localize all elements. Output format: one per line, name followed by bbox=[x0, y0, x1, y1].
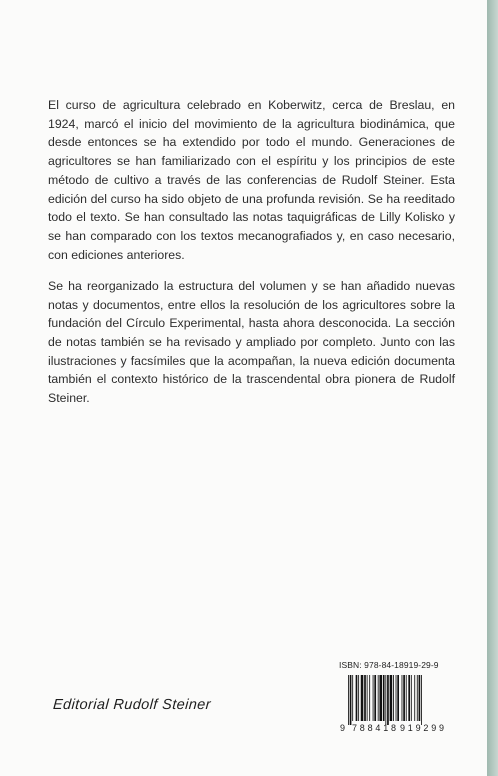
barcode-digits-left: 788418 bbox=[352, 723, 396, 733]
barcode-bar bbox=[369, 675, 370, 721]
blurb-paragraph-2: Se ha reorganizado la estructura del volumen y se han añadido nuevas notas y documentos, entre ellos la resolución de los agricultores sobre la fundación del Círculo Experimental, hasta ahora desconocida. La sección de notas también se ha revisado y ampliado por completo. Junto con las ilustraciones y facsímiles que la acompañan, la nueva edición documenta también el contexto histórico de la trascendental obra pionera de Rudolf Steiner. bbox=[48, 278, 455, 406]
barcode-bar bbox=[379, 675, 382, 721]
barcode-bar bbox=[348, 675, 349, 725]
isbn-block bbox=[339, 660, 453, 733]
barcode-bar bbox=[414, 675, 415, 721]
barcode-bar bbox=[411, 675, 412, 721]
barcode-bar bbox=[378, 675, 379, 721]
barcode-icon bbox=[339, 675, 453, 733]
barcode-digits-right: 919299 bbox=[400, 723, 444, 733]
barcode-bar bbox=[358, 675, 359, 721]
publisher-logo: Editorial Rudolf Steiner bbox=[52, 697, 212, 713]
barcode-bar bbox=[421, 675, 422, 725]
barcode-bar bbox=[417, 675, 418, 721]
barcode-bar bbox=[367, 675, 368, 721]
barcode-bar bbox=[383, 675, 385, 721]
barcode-digit-lead: 9 bbox=[340, 723, 346, 733]
barcode-bar bbox=[364, 675, 366, 721]
barcode-bar bbox=[352, 675, 353, 721]
isbn-label: ISBN: 978-84-18919-29-9 bbox=[339, 660, 439, 670]
barcode-bar bbox=[350, 675, 352, 725]
barcode-bar bbox=[396, 675, 397, 721]
barcode-bar bbox=[403, 675, 405, 721]
barcode-bar bbox=[419, 675, 421, 721]
barcode-bar bbox=[402, 675, 403, 721]
barcode-bar bbox=[390, 675, 393, 721]
barcode-bar bbox=[374, 675, 376, 721]
barcode-bar bbox=[397, 675, 399, 721]
barcode-bar bbox=[387, 675, 389, 725]
barcode-bar bbox=[373, 675, 374, 721]
blurb-paragraph-1: El curso de agricultura celebrado en Koberwitz, cerca de Breslau, en 1924, marcó el inicio del movimiento de la agricultura biodinámica, que desde entonces se ha extendido por todo el mundo. Generaciones de agricultores se han familiarizado con el espíritu y los principios de este método de cultivo a través de las conferencias de Rudolf Steiner. Esta edición del curso ha sido objeto de una profunda revisión. Se ha reeditado todo el texto. Se han consultado las notas taquigráficas de Lilly Kolisko y se han comparado con los textos mecanografiados y, en caso necesario, con ediciones anteriores. bbox=[48, 98, 455, 262]
barcode-bar bbox=[361, 675, 364, 721]
barcode-bar bbox=[406, 675, 407, 721]
blurb-text bbox=[48, 96, 455, 420]
barcode-bar bbox=[393, 675, 394, 721]
barcode-bar bbox=[408, 675, 410, 721]
spine-edge bbox=[487, 0, 498, 776]
barcode-bar bbox=[356, 675, 358, 721]
barcode-bar bbox=[385, 675, 386, 725]
